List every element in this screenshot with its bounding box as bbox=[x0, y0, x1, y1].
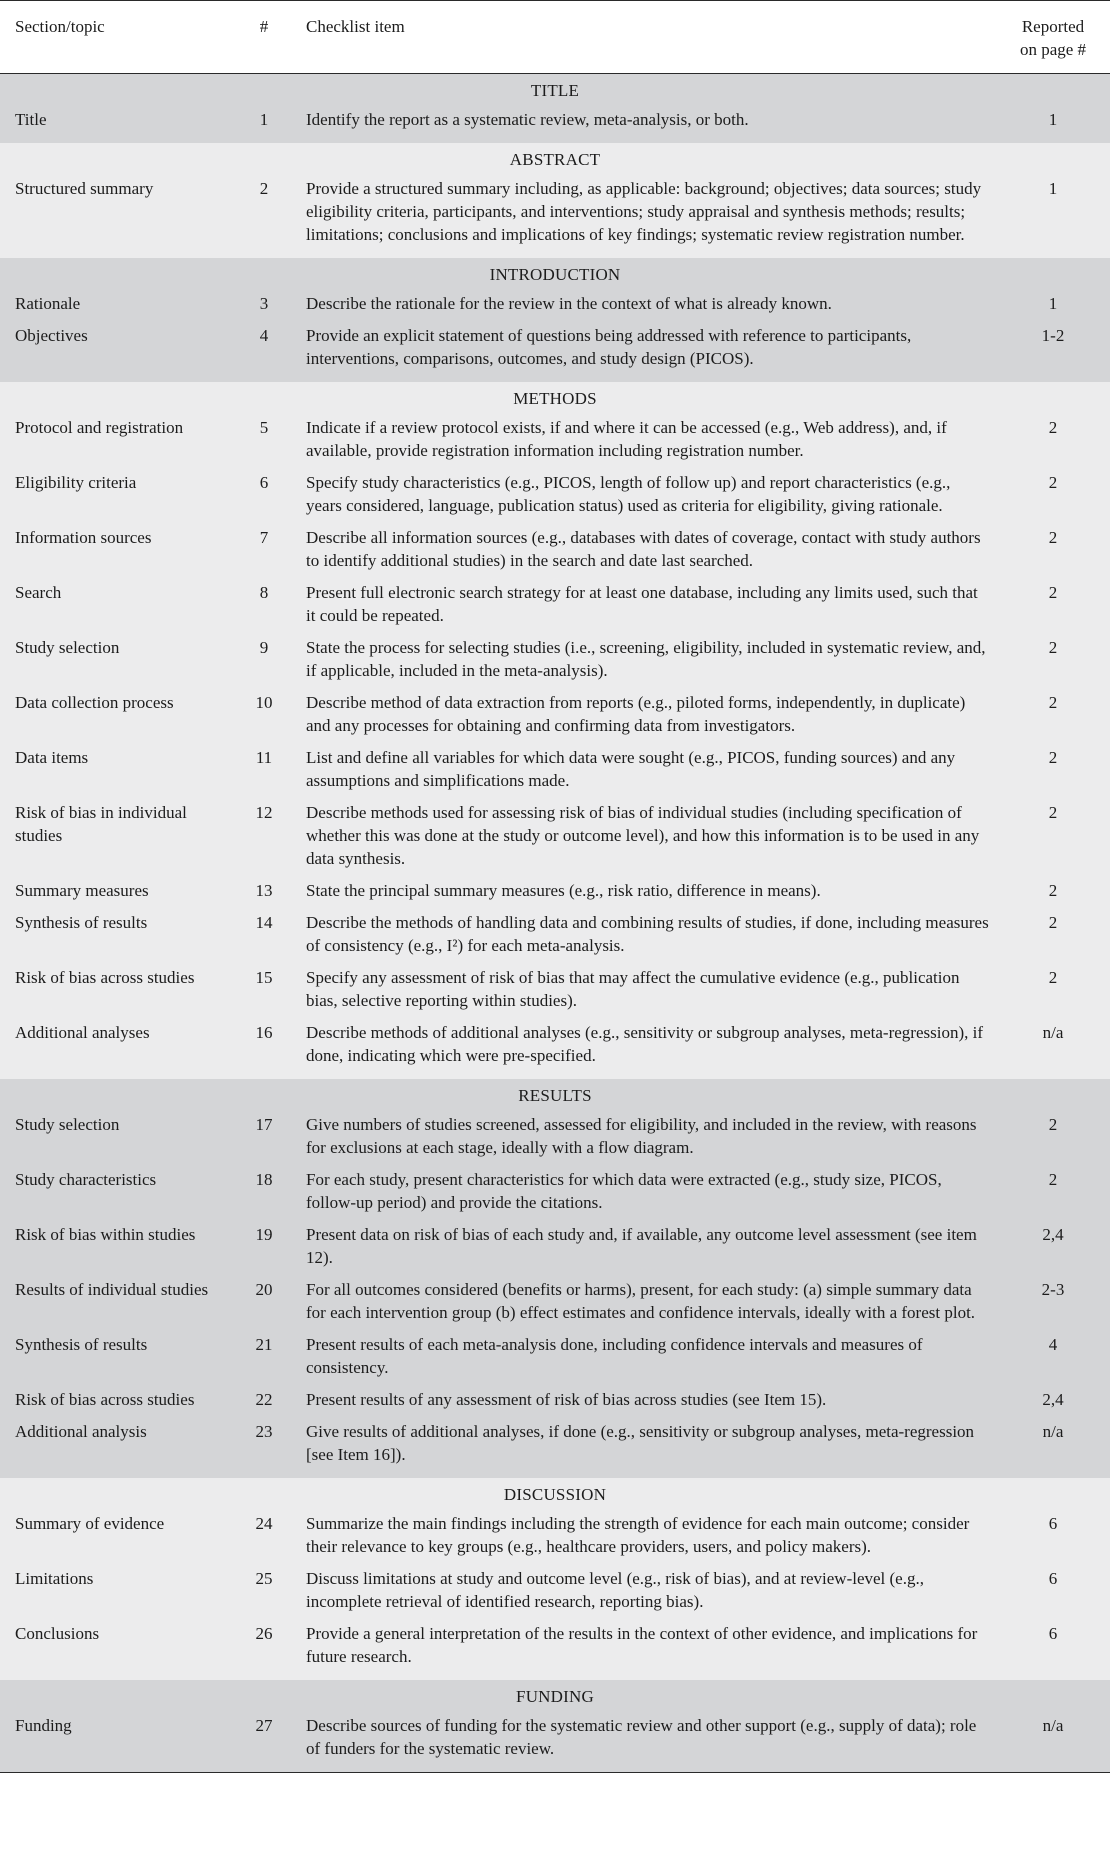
section-heading: METHODS bbox=[513, 389, 597, 408]
row-number: 11 bbox=[255, 748, 273, 767]
row-number: 21 bbox=[255, 1335, 273, 1354]
row-number: 1 bbox=[259, 110, 269, 129]
table-row bbox=[0, 1108, 1110, 1163]
table-row bbox=[0, 1218, 1110, 1273]
row-topic: Study selection bbox=[15, 1115, 120, 1134]
header-number: # bbox=[259, 17, 269, 36]
table-row bbox=[0, 1415, 1110, 1470]
table-row bbox=[0, 961, 1110, 1016]
row-topic: Additional analyses bbox=[15, 1023, 150, 1042]
row-number: 2 bbox=[259, 179, 269, 198]
row-topic: Structured summary bbox=[15, 179, 154, 198]
table-row bbox=[0, 1562, 1110, 1617]
row-number: 25 bbox=[255, 1569, 273, 1588]
row-topic: Additional analysis bbox=[15, 1422, 147, 1441]
row-number: 16 bbox=[255, 1023, 273, 1042]
row-reported-page: 2,4 bbox=[1042, 1225, 1064, 1244]
row-checklist-item: Provide a general interpretation of the results in the context of other evidence, and implications for future research. bbox=[306, 1624, 978, 1666]
table-row bbox=[0, 287, 1110, 319]
table-row bbox=[0, 1507, 1110, 1562]
header-checklist-item: Checklist item bbox=[306, 17, 405, 36]
table-body bbox=[0, 74, 1110, 1772]
table-row bbox=[0, 1617, 1110, 1672]
section-methods bbox=[0, 382, 1110, 1079]
row-reported-page: 2-3 bbox=[1041, 1280, 1065, 1299]
row-reported-page: 2 bbox=[1048, 748, 1058, 767]
table-row bbox=[0, 411, 1110, 466]
row-topic: Risk of bias within studies bbox=[15, 1225, 196, 1244]
row-checklist-item: For all outcomes considered (benefits or harms), present, for each study: (a) simple summary data for each intervention group (b) effect estimates and confidence intervals, ideally with a forest plot. bbox=[306, 1280, 976, 1322]
row-topic: Protocol and registration bbox=[15, 418, 184, 437]
row-reported-page: n/a bbox=[1042, 1716, 1064, 1735]
row-topic: Results of individual studies bbox=[15, 1280, 209, 1299]
table-row bbox=[0, 319, 1110, 374]
row-number: 4 bbox=[259, 326, 269, 345]
section-introduction bbox=[0, 258, 1110, 382]
row-checklist-item: State the principal summary measures (e.g., risk ratio, difference in means). bbox=[306, 881, 821, 900]
row-reported-page: 6 bbox=[1048, 1514, 1058, 1533]
row-reported-page: 2 bbox=[1048, 418, 1058, 437]
row-topic: Funding bbox=[15, 1716, 72, 1735]
row-topic: Synthesis of results bbox=[15, 913, 148, 932]
section-results bbox=[0, 1079, 1110, 1478]
table-row bbox=[0, 1016, 1110, 1071]
row-checklist-item: Present data on risk of bias of each study and, if available, any outcome level assessment (see item 12). bbox=[306, 1225, 977, 1267]
table-row bbox=[0, 521, 1110, 576]
table-row bbox=[0, 172, 1110, 250]
row-topic: Synthesis of results bbox=[15, 1335, 148, 1354]
section-heading: FUNDING bbox=[516, 1687, 594, 1706]
row-number: 17 bbox=[255, 1115, 273, 1134]
row-number: 26 bbox=[255, 1624, 273, 1643]
row-checklist-item: Give numbers of studies screened, assessed for eligibility, and included in the review, with reasons for exclusions at each stage, ideally with a flow diagram. bbox=[306, 1115, 977, 1157]
row-number: 27 bbox=[255, 1716, 273, 1735]
row-reported-page: 1 bbox=[1048, 110, 1058, 129]
section-heading: RESULTS bbox=[518, 1086, 592, 1105]
row-number: 20 bbox=[255, 1280, 273, 1299]
row-checklist-item: Provide a structured summary including, as applicable: background; objectives; data sources; study eligibility criteria, participants, and interventions; study appraisal and synthesis methods; results; limitations; conclusions and implications of key findings; systematic review registration number. bbox=[306, 179, 982, 244]
row-reported-page: 4 bbox=[1048, 1335, 1058, 1354]
row-number: 7 bbox=[259, 528, 269, 547]
row-topic: Risk of bias across studies bbox=[15, 1390, 195, 1409]
section-discussion bbox=[0, 1478, 1110, 1680]
section-funding bbox=[0, 1680, 1110, 1772]
row-checklist-item: Describe all information sources (e.g., databases with dates of coverage, contact with study authors to identify additional studies) in the search and date last searched. bbox=[306, 528, 981, 570]
row-number: 3 bbox=[259, 294, 269, 313]
table-row bbox=[0, 1383, 1110, 1415]
table-row bbox=[0, 1709, 1110, 1764]
section-heading: ABSTRACT bbox=[509, 150, 601, 169]
row-checklist-item: Describe the rationale for the review in the context of what is already known. bbox=[306, 294, 832, 313]
row-number: 9 bbox=[259, 638, 269, 657]
row-number: 19 bbox=[255, 1225, 273, 1244]
row-checklist-item: Summarize the main findings including the strength of evidence for each main outcome; consider their relevance to key groups (e.g., healthcare providers, users, and policy makers). bbox=[306, 1514, 970, 1556]
row-checklist-item: Give results of additional analyses, if done (e.g., sensitivity or subgroup analyses, meta-regression [see Item 16]). bbox=[306, 1422, 975, 1464]
section-heading: DISCUSSION bbox=[503, 1485, 607, 1504]
section-heading: TITLE bbox=[530, 81, 580, 100]
row-checklist-item: Discuss limitations at study and outcome level (e.g., risk of bias), and at review-level (e.g., incomplete retrieval of identified research, reporting bias). bbox=[306, 1569, 924, 1611]
header-reported-line1: Reported bbox=[1021, 17, 1085, 36]
table-row bbox=[0, 796, 1110, 874]
table-row bbox=[0, 906, 1110, 961]
table-row bbox=[0, 874, 1110, 906]
row-checklist-item: Specify study characteristics (e.g., PICOS, length of follow up) and report characteristics (e.g., years considered, language, publication status) used as criteria for eligibility, giving rationale. bbox=[306, 473, 951, 515]
row-checklist-item: Describe the methods of handling data and combining results of studies, if done, including measures of consistency (e.g., I²) for each meta-analysis. bbox=[306, 913, 989, 955]
header-reported-line2: on page # bbox=[1019, 40, 1087, 59]
row-checklist-item: For each study, present characteristics for which data were extracted (e.g., study size, PICOS, follow-up period) and provide the citations. bbox=[306, 1170, 942, 1212]
row-topic: Study characteristics bbox=[15, 1170, 157, 1189]
row-checklist-item: Provide an explicit statement of questions being addressed with reference to participants, interventions, comparisons, outcomes, and study design (PICOS). bbox=[306, 326, 912, 368]
row-reported-page: 2,4 bbox=[1042, 1390, 1064, 1409]
row-number: 15 bbox=[255, 968, 273, 987]
row-checklist-item: Present full electronic search strategy for at least one database, including any limits used, such that it could be repeated. bbox=[306, 583, 978, 625]
row-checklist-item: Present results of any assessment of risk of bias across studies (see Item 15). bbox=[306, 1390, 827, 1409]
table-row bbox=[0, 686, 1110, 741]
row-number: 12 bbox=[255, 803, 273, 822]
row-number: 6 bbox=[259, 473, 269, 492]
row-topic: Search bbox=[15, 583, 62, 602]
row-topic: Objectives bbox=[15, 326, 88, 345]
section-heading: INTRODUCTION bbox=[489, 265, 621, 284]
row-reported-page: 1 bbox=[1048, 294, 1058, 313]
row-reported-page: 6 bbox=[1048, 1569, 1058, 1588]
row-reported-page: 2 bbox=[1048, 1115, 1058, 1134]
row-checklist-item: Present results of each meta-analysis done, including confidence intervals and measures of consistency. bbox=[306, 1335, 923, 1377]
row-checklist-item: Describe sources of funding for the systematic review and other support (e.g., supply of data); role of funders for the systematic review. bbox=[306, 1716, 977, 1758]
row-reported-page: n/a bbox=[1042, 1422, 1064, 1441]
row-topic: Summary measures bbox=[15, 881, 149, 900]
row-checklist-item: Describe methods of additional analyses (e.g., sensitivity or subgroup analyses, meta-regression), if done, indicating which were pre-specified. bbox=[306, 1023, 983, 1065]
table-row bbox=[0, 741, 1110, 796]
row-checklist-item: State the process for selecting studies (i.e., screening, eligibility, included in systematic review, and, if applicable, included in the meta-analysis). bbox=[306, 638, 986, 680]
row-topic: Study selection bbox=[15, 638, 120, 657]
row-reported-page: 2 bbox=[1048, 583, 1058, 602]
table-row bbox=[0, 631, 1110, 686]
section-abstract bbox=[0, 143, 1110, 258]
table-row bbox=[0, 1328, 1110, 1383]
row-checklist-item: Describe methods used for assessing risk of bias of individual studies (including specification of whether this was done at the study or outcome level), and how this information is to be used in any data synthesis. bbox=[306, 803, 980, 868]
row-number: 5 bbox=[259, 418, 269, 437]
row-reported-page: 1-2 bbox=[1041, 326, 1065, 345]
row-topic: Risk of bias across studies bbox=[15, 968, 195, 987]
row-number: 24 bbox=[255, 1514, 273, 1533]
row-topic: Risk of bias in individual studies bbox=[15, 803, 187, 845]
row-checklist-item: List and define all variables for which data were sought (e.g., PICOS, funding sources) and any assumptions and simplifications made. bbox=[306, 748, 956, 790]
row-topic: Eligibility criteria bbox=[15, 473, 137, 492]
header-reported-page bbox=[996, 1, 1110, 73]
row-topic: Rationale bbox=[15, 294, 81, 313]
row-topic: Conclusions bbox=[15, 1624, 100, 1643]
table-row bbox=[0, 576, 1110, 631]
table-row bbox=[0, 103, 1110, 135]
row-reported-page: 2 bbox=[1048, 1170, 1058, 1189]
row-reported-page: 2 bbox=[1048, 693, 1058, 712]
row-reported-page: 1 bbox=[1048, 179, 1058, 198]
row-topic: Data items bbox=[15, 748, 89, 767]
row-number: 23 bbox=[255, 1422, 273, 1441]
row-reported-page: 2 bbox=[1048, 638, 1058, 657]
row-number: 13 bbox=[255, 881, 273, 900]
row-number: 8 bbox=[259, 583, 269, 602]
row-topic: Limitations bbox=[15, 1569, 94, 1588]
row-number: 10 bbox=[255, 693, 273, 712]
table-row bbox=[0, 1273, 1110, 1328]
section-title bbox=[0, 74, 1110, 143]
row-reported-page: 2 bbox=[1048, 473, 1058, 492]
table-row bbox=[0, 1163, 1110, 1218]
row-topic: Summary of evidence bbox=[15, 1514, 165, 1533]
row-topic: Information sources bbox=[15, 528, 152, 547]
row-reported-page: 2 bbox=[1048, 968, 1058, 987]
row-topic: Data collection process bbox=[15, 693, 174, 712]
table-header bbox=[0, 1, 1110, 74]
row-checklist-item: Describe method of data extraction from reports (e.g., piloted forms, independently, in duplicate) and any processes for obtaining and confirming data from investigators. bbox=[306, 693, 966, 735]
row-reported-page: 6 bbox=[1048, 1624, 1058, 1643]
header-topic: Section/topic bbox=[15, 17, 105, 36]
row-reported-page: 2 bbox=[1048, 881, 1058, 900]
row-checklist-item: Indicate if a review protocol exists, if and where it can be accessed (e.g., Web address), and, if available, provide registration information including registration number. bbox=[306, 418, 947, 460]
row-reported-page: 2 bbox=[1048, 913, 1058, 932]
table-row bbox=[0, 466, 1110, 521]
row-number: 14 bbox=[255, 913, 273, 932]
row-reported-page: n/a bbox=[1042, 1023, 1064, 1042]
row-reported-page: 2 bbox=[1048, 528, 1058, 547]
row-number: 18 bbox=[255, 1170, 273, 1189]
row-topic: Title bbox=[15, 110, 47, 129]
row-reported-page: 2 bbox=[1048, 803, 1058, 822]
row-checklist-item: Specify any assessment of risk of bias that may affect the cumulative evidence (e.g., publication bias, selective reporting within studies). bbox=[306, 968, 960, 1010]
row-number: 22 bbox=[255, 1390, 273, 1409]
row-checklist-item: Identify the report as a systematic review, meta-analysis, or both. bbox=[306, 110, 749, 129]
